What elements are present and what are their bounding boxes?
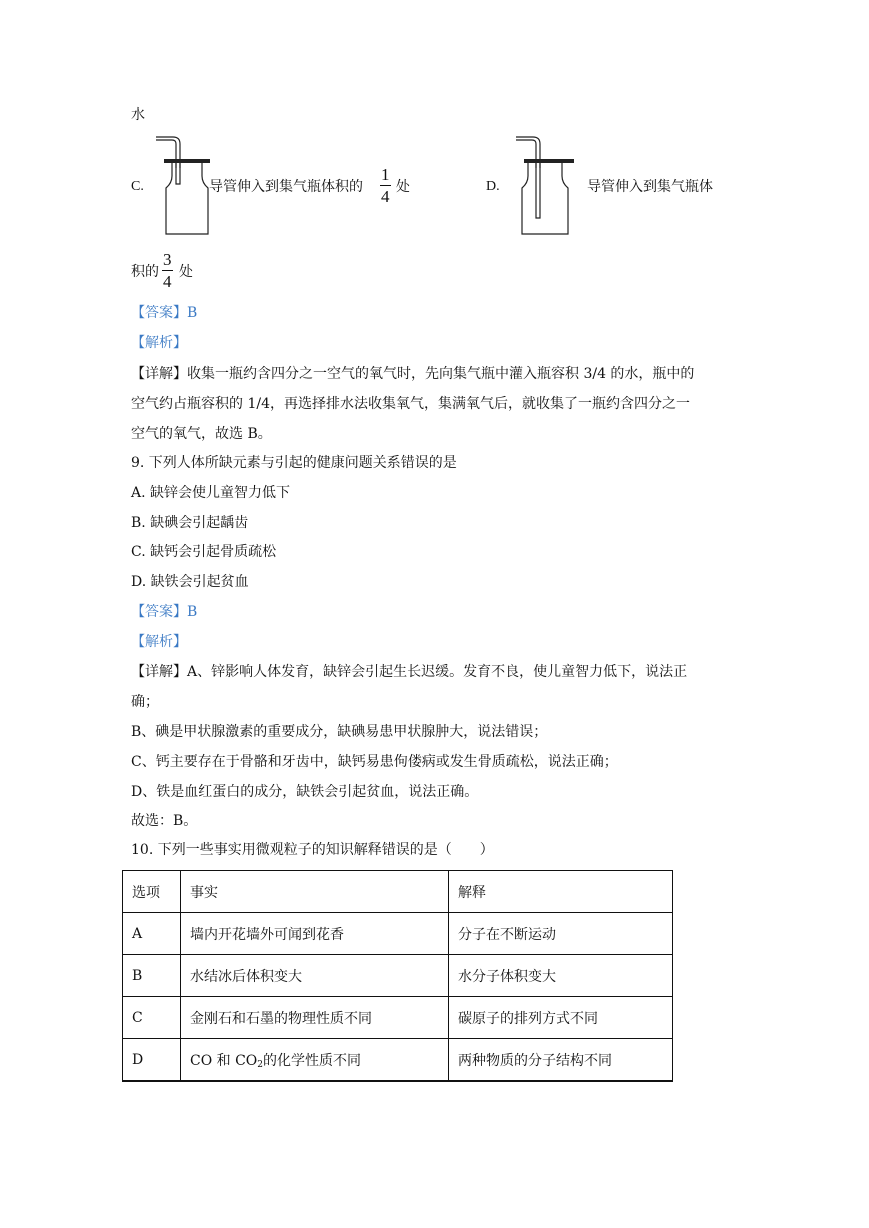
option-d-text: 导管伸入到集气瓶体 bbox=[587, 179, 713, 195]
q9-detail-line: D、铁是血红蛋白的成分，缺铁会引起贫血，说法正确。 bbox=[131, 784, 479, 800]
q9-detail-line: 确； bbox=[131, 694, 159, 710]
q8-detail-line: 空气的氧气，故选 B。 bbox=[131, 426, 272, 442]
table-cell: 两种物质的分子结构不同 bbox=[449, 1039, 673, 1082]
q8-analysis-heading: 【解析】 bbox=[131, 335, 187, 351]
fact-suffix: 的化学性质不同 bbox=[263, 1052, 362, 1069]
q9-detail-line: 故选：B。 bbox=[131, 813, 198, 829]
q9-stem: 9. 下列人体所缺元素与引起的健康问题关系错误的是 bbox=[131, 455, 457, 471]
prev-option-tail: 水 bbox=[131, 107, 145, 123]
table-row bbox=[123, 955, 673, 997]
q8-answer-text: 【答案】B bbox=[131, 305, 198, 321]
table-cell bbox=[181, 1039, 449, 1082]
table-header-cell: 选项 bbox=[123, 871, 181, 913]
fraction-numerator: 3 bbox=[163, 250, 172, 269]
table-cell: 碳原子的排列方式不同 bbox=[449, 997, 673, 1039]
gas-bottle-d-figure bbox=[510, 138, 580, 238]
co-text: CO 和 CO bbox=[190, 1052, 258, 1069]
table-cell: 墙内开花墙外可闻到花香 bbox=[181, 913, 449, 955]
table-cell: A bbox=[123, 913, 181, 955]
option-d-text-cont: 积的 bbox=[131, 264, 159, 280]
fraction-denominator: 4 bbox=[163, 272, 172, 291]
table-cell: 分子在不断运动 bbox=[449, 913, 673, 955]
q10-table bbox=[122, 870, 673, 1082]
table-header-cell: 事实 bbox=[181, 871, 449, 913]
q9-option: C. 缺钙会引起骨质疏松 bbox=[131, 544, 277, 560]
q9-option: D. 缺铁会引起贫血 bbox=[131, 574, 249, 590]
table-header-row bbox=[123, 871, 673, 913]
q9-detail-line: B、碘是甲状腺激素的重要成分，缺碘易患甲状腺肿大，说法错误； bbox=[131, 724, 548, 740]
option-c-fraction bbox=[380, 166, 391, 205]
q9-analysis-heading: 【解析】 bbox=[131, 634, 187, 650]
option-c-text: 导管伸入到集气瓶体积的 bbox=[209, 179, 363, 195]
option-c-suffix: 处 bbox=[396, 179, 410, 195]
table-cell: D bbox=[123, 1039, 181, 1082]
table-header-cell: 解释 bbox=[449, 871, 673, 913]
q8-detail-line: 【详解】收集一瓶约含四分之一空气的氧气时，先向集气瓶中灌入瓶容积 3/4 的水，瓶中的 bbox=[131, 366, 695, 382]
table-row bbox=[123, 1039, 673, 1082]
table-row bbox=[123, 997, 673, 1039]
subscript-2: 2 bbox=[257, 1059, 264, 1070]
q8-detail-line: 空气约占瓶容积的 1/4，再选择排水法收集氧气，集满氧气后，就收集了一瓶约含四分之一 bbox=[131, 396, 690, 412]
q8-answer bbox=[131, 306, 197, 320]
option-d-suffix: 处 bbox=[179, 264, 193, 280]
q9-detail-line: 【详解】A、锌影响人体发育，缺锌会引起生长迟缓。发育不良，使儿童智力低下，说法正 bbox=[131, 664, 688, 680]
fraction-numerator: 1 bbox=[381, 165, 390, 184]
fraction-denominator: 4 bbox=[381, 187, 390, 206]
table-row bbox=[123, 913, 673, 955]
option-c-label: C. bbox=[131, 179, 144, 194]
table-cell: 水结冰后体积变大 bbox=[181, 955, 449, 997]
table-cell: C bbox=[123, 997, 181, 1039]
table-cell: 金刚石和石墨的物理性质不同 bbox=[181, 997, 449, 1039]
q9-detail-line: C、钙主要存在于骨骼和牙齿中，缺钙易患佝偻病或发生骨质疏松，说法正确； bbox=[131, 754, 618, 770]
q9-answer: 【答案】B bbox=[131, 604, 198, 620]
option-d-label: D. bbox=[486, 179, 500, 194]
table-cell: B bbox=[123, 955, 181, 997]
table-cell: 水分子体积变大 bbox=[449, 955, 673, 997]
option-d-fraction bbox=[162, 251, 173, 290]
q10-stem: 10. 下列一些事实用微观粒子的知识解释错误的是（ ） bbox=[131, 842, 494, 858]
q9-option: A. 缺锌会使儿童智力低下 bbox=[131, 485, 291, 501]
q9-option: B. 缺碘会引起龋齿 bbox=[131, 515, 249, 531]
